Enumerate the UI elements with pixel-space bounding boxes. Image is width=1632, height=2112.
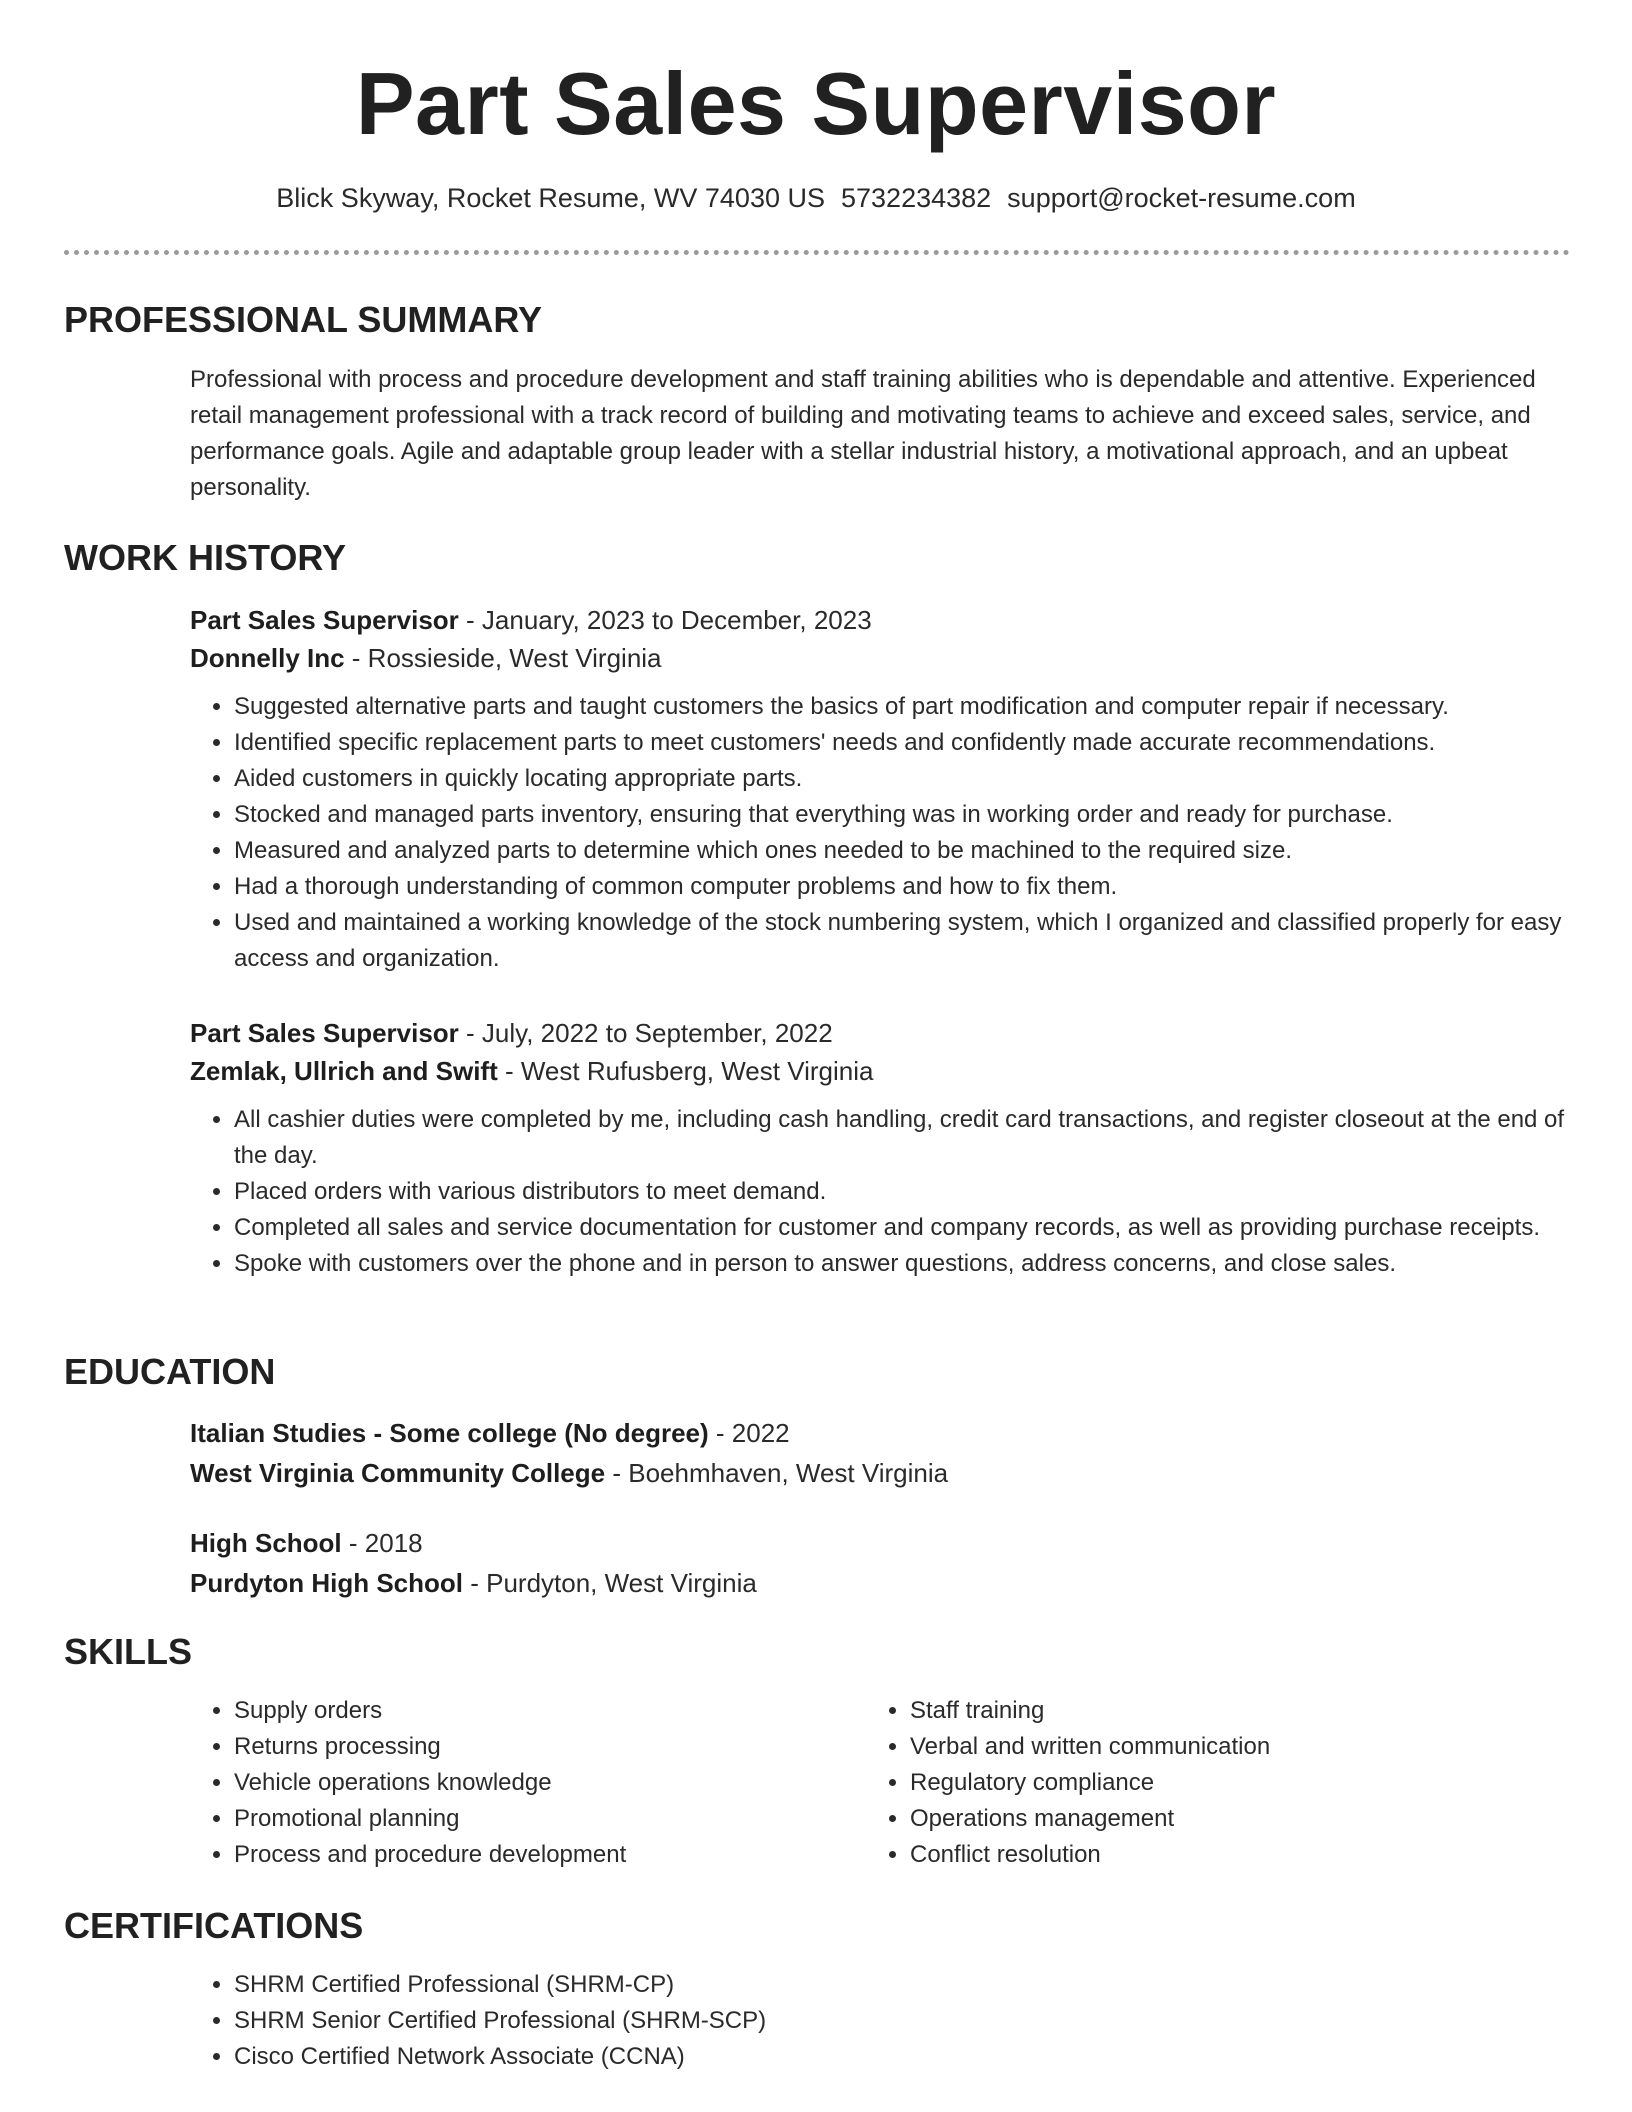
skills-list-left bbox=[190, 1693, 810, 1873]
candidate-name: Part Sales Supervisor bbox=[355, 54, 1277, 153]
job-location: - Rossieside, West Virginia bbox=[344, 643, 662, 673]
contact-email: support@rocket-resume.com bbox=[1007, 183, 1356, 213]
list-item: • Aided customers in quickly locating appropriate parts. bbox=[234, 761, 1570, 797]
list-item: • Promotional planning bbox=[234, 1801, 810, 1837]
education-heading: EDUCATION bbox=[64, 1351, 276, 1392]
degree-name: High School bbox=[190, 1528, 342, 1558]
list-item: • SHRM Senior Certified Professional (SHRM-SCP) bbox=[234, 2003, 1390, 2039]
job-company-line bbox=[190, 639, 1570, 677]
skills-list-right bbox=[866, 1693, 1486, 1873]
contact-address: Blick Skyway, Rocket Resume, WV 74030 US bbox=[276, 183, 825, 213]
list-item: • Operations management bbox=[910, 1801, 1486, 1837]
degree-line bbox=[190, 1413, 1570, 1453]
list-item: • Regulatory compliance bbox=[910, 1765, 1486, 1801]
school-line bbox=[190, 1453, 1570, 1493]
job-duties-list bbox=[190, 1102, 1570, 1282]
list-item: • Had a thorough understanding of common computer problems and how to fix them. bbox=[234, 869, 1570, 905]
list-item: • Measured and analyzed parts to determine which ones needed to be machined to the required size. bbox=[234, 833, 1570, 869]
list-item: • Completed all sales and service documentation for customer and company records, as well as providing purchase receipts. bbox=[234, 1210, 1570, 1246]
certifications-heading: CERTIFICATIONS bbox=[64, 1905, 364, 1946]
job-role: Part Sales Supervisor bbox=[190, 1018, 459, 1048]
job-company-line bbox=[190, 1052, 1570, 1090]
skills-column-left bbox=[190, 1693, 810, 1873]
job-location: - West Rufusberg, West Virginia bbox=[497, 1056, 874, 1086]
list-item: • SHRM Certified Professional (SHRM-CP) bbox=[234, 1967, 1390, 2003]
list-item: • All cashier duties were completed by me, including cash handling, credit card transactions, and register closeout at the end of the day. bbox=[234, 1102, 1570, 1174]
education-entry-1 bbox=[190, 1413, 1570, 1493]
summary-text: Professional with process and procedure development and staff training abilities who is dependable and attentive. Experienced retail management professional with a track record of building and motivating teams to achieve and exceed sales, service, and performance goals. Agile and adaptable group leader with a stellar industrial history, a motivational approach, and an upbeat personality. bbox=[190, 366, 1536, 501]
job-company: Zemlak, Ullrich and Swift bbox=[190, 1056, 498, 1086]
job-company: Donnelly Inc bbox=[190, 643, 345, 673]
degree-line bbox=[190, 1523, 1570, 1563]
school-line bbox=[190, 1563, 1570, 1603]
contact-phone: 5732234382 bbox=[841, 183, 992, 213]
school-name: Purdyton High School bbox=[190, 1568, 463, 1598]
school-location: - Boehmhaven, West Virginia bbox=[605, 1458, 949, 1488]
skills-heading: SKILLS bbox=[64, 1631, 193, 1672]
job-dates: - January, 2023 to December, 2023 bbox=[458, 605, 872, 635]
list-item: • Suggested alternative parts and taught customers the basics of part modification and computer repair if necessary. bbox=[234, 689, 1570, 725]
list-item: • Conflict resolution bbox=[910, 1837, 1486, 1873]
list-item: • Placed orders with various distributors to meet demand. bbox=[234, 1174, 1570, 1210]
certifications-list bbox=[190, 1967, 1390, 2075]
education-entry-2 bbox=[190, 1523, 1570, 1603]
work-history-heading: WORK HISTORY bbox=[64, 537, 347, 578]
job-title-line bbox=[190, 601, 1570, 639]
list-item: • Used and maintained a working knowledge of the stock numbering system, which I organized and classified properly for easy access and organization. bbox=[234, 905, 1570, 977]
list-item: • Cisco Certified Network Associate (CCNA) bbox=[234, 2039, 1390, 2075]
certifications-section bbox=[190, 1967, 1390, 2075]
list-item: • Stocked and managed parts inventory, ensuring that everything was in working order and ready for purchase. bbox=[234, 797, 1570, 833]
school-name: West Virginia Community College bbox=[190, 1458, 606, 1488]
list-item: • Verbal and written communication bbox=[910, 1729, 1486, 1765]
list-item: • Supply orders bbox=[234, 1693, 810, 1729]
list-item: • Process and procedure development bbox=[234, 1837, 810, 1873]
summary-section bbox=[190, 362, 1570, 506]
job-entry-1 bbox=[190, 601, 1570, 977]
list-item: • Staff training bbox=[910, 1693, 1486, 1729]
job-role: Part Sales Supervisor bbox=[190, 605, 459, 635]
list-item: • Spoke with customers over the phone and in person to answer questions, address concerns, and close sales. bbox=[234, 1246, 1570, 1282]
degree-year: - 2022 bbox=[708, 1418, 790, 1448]
header-divider bbox=[64, 250, 1570, 255]
list-item: • Returns processing bbox=[234, 1729, 810, 1765]
degree-name: Italian Studies - Some college (No degree) bbox=[190, 1418, 709, 1448]
list-item: • Vehicle operations knowledge bbox=[234, 1765, 810, 1801]
job-entry-2 bbox=[190, 1014, 1570, 1282]
job-title-line bbox=[190, 1014, 1570, 1052]
degree-year: - 2018 bbox=[341, 1528, 423, 1558]
contact-line bbox=[0, 180, 1632, 216]
summary-heading: PROFESSIONAL SUMMARY bbox=[64, 299, 543, 340]
job-duties-list bbox=[190, 689, 1570, 977]
job-dates: - July, 2022 to September, 2022 bbox=[458, 1018, 833, 1048]
skills-column-right bbox=[866, 1693, 1486, 1873]
list-item: • Identified specific replacement parts to meet customers' needs and confidently made accurate recommendations. bbox=[234, 725, 1570, 761]
school-location: - Purdyton, West Virginia bbox=[463, 1568, 757, 1598]
